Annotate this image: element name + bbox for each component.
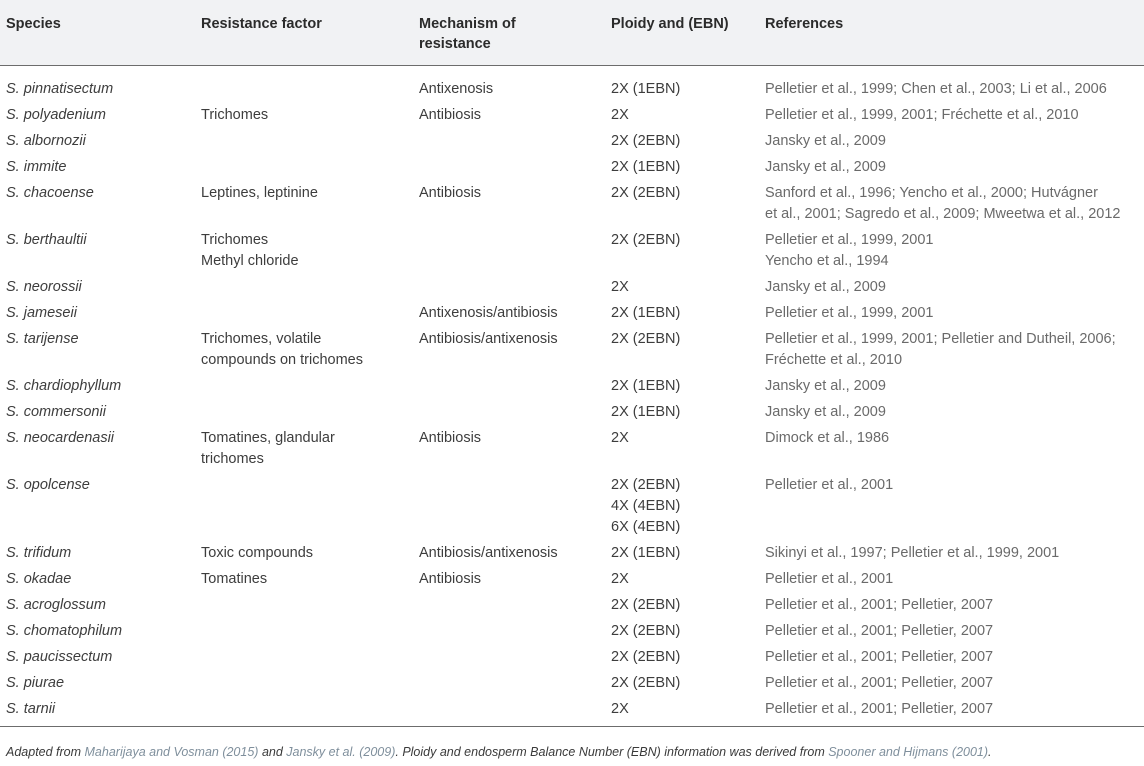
reference-line: Pelletier et al., 1999, 2001 (765, 305, 934, 321)
reference-line: Pelletier et al., 2001; Pelletier, 2007 (765, 597, 994, 613)
resistance-factor-line: Trichomes (201, 232, 269, 248)
mechanism-cell: Antixenosis/antibiosis (419, 305, 558, 321)
species-cell: S. paucissectum (6, 649, 113, 665)
ploidy-cell (605, 128, 759, 154)
references-cell (759, 540, 1144, 566)
reference-line: Pelletier et al., 2001; Pelletier, 2007 (765, 623, 994, 639)
resistance-factor-cell (195, 102, 413, 128)
table-row (0, 618, 1144, 644)
table-row (0, 180, 1144, 227)
species-cell: S. pinnatisectum (6, 81, 114, 97)
references-cell (759, 102, 1144, 128)
mechanism-cell (413, 592, 605, 618)
resistance-factor-cell (195, 644, 413, 670)
mechanism-cell (413, 399, 605, 425)
resistance-factor-cell (195, 472, 413, 540)
ploidy-line: 2X (1EBN) (611, 378, 681, 394)
references-cell (759, 300, 1144, 326)
mechanism-cell (413, 618, 605, 644)
ploidy-cell (605, 399, 759, 425)
ploidy-cell (605, 102, 759, 128)
species-cell: S. chacoense (6, 185, 94, 201)
references-cell (759, 696, 1144, 727)
species-cell: S. commersonii (6, 404, 106, 420)
ploidy-line: 2X (1EBN) (611, 159, 681, 175)
footnote-text: Adapted from (6, 745, 85, 759)
mechanism-cell (413, 128, 605, 154)
reference-line: Jansky et al., 2009 (765, 404, 886, 420)
mechanism-cell: Antibiosis/antixenosis (419, 331, 558, 347)
table-body (0, 66, 1144, 727)
mechanism-cell (413, 472, 605, 540)
ploidy-line: 2X (2EBN) (611, 185, 681, 201)
reference-line: Pelletier et al., 2001; Pelletier, 2007 (765, 649, 994, 665)
table-row (0, 373, 1144, 399)
references-cell (759, 472, 1144, 540)
resistance-factor-cell (195, 300, 413, 326)
ploidy-line: 2X (611, 701, 629, 717)
reference-line: Jansky et al., 2009 (765, 378, 886, 394)
table-row (0, 425, 1144, 472)
ploidy-cell (605, 227, 759, 274)
ploidy-line: 2X (2EBN) (611, 675, 681, 691)
resistance-factor-line: Trichomes (201, 107, 269, 123)
footnote-link-spooner[interactable]: Spooner and Hijmans (2001) (828, 745, 989, 759)
resistance-factor-cell (195, 373, 413, 399)
reference-line: et al., 2001; Sagredo et al., 2009; Mweetwa et al., 2012 (765, 206, 1121, 222)
ploidy-line: 2X (611, 279, 629, 295)
resistance-factor-cell (195, 66, 413, 103)
ploidy-line: 2X (2EBN) (611, 232, 681, 248)
ploidy-line: 2X (1EBN) (611, 81, 681, 97)
reference-line: Pelletier et al., 1999, 2001; Fréchette et al., 2010 (765, 107, 1079, 123)
resistance-factor-cell (195, 425, 413, 472)
references-cell (759, 128, 1144, 154)
table-row (0, 592, 1144, 618)
ploidy-line: 2X (2EBN) (611, 477, 681, 493)
resistance-factor-line: Toxic compounds (201, 545, 314, 561)
ploidy-line: 2X (611, 430, 629, 446)
mechanism-cell (413, 227, 605, 274)
resistance-factor-cell (195, 154, 413, 180)
species-cell: S. albornozii (6, 133, 86, 149)
mechanism-cell: Antibiosis (419, 571, 482, 587)
ploidy-line: 2X (1EBN) (611, 545, 681, 561)
reference-line: Yencho et al., 1994 (765, 253, 889, 269)
species-cell: S. chardiophyllum (6, 378, 122, 394)
resistance-factor-line: Trichomes, volatile (201, 331, 322, 347)
ploidy-cell (605, 180, 759, 227)
header-species: Species (0, 0, 195, 66)
reference-line: Jansky et al., 2009 (765, 133, 886, 149)
footnote-text: . Ploidy and endosperm Balance Number (EBN) information was derived from (395, 745, 829, 759)
ploidy-cell (605, 540, 759, 566)
ploidy-cell (605, 670, 759, 696)
species-cell: S. trifidum (6, 545, 72, 561)
species-cell: S. neorossii (6, 279, 82, 295)
ploidy-line: 2X (2EBN) (611, 133, 681, 149)
mechanism-cell: Antibiosis (419, 430, 482, 446)
references-cell (759, 66, 1144, 103)
reference-line: Pelletier et al., 2001; Pelletier, 2007 (765, 701, 994, 717)
ploidy-line: 2X (611, 571, 629, 587)
ploidy-cell (605, 154, 759, 180)
species-cell: S. piurae (6, 675, 65, 691)
reference-line: Fréchette et al., 2010 (765, 352, 903, 368)
ploidy-cell (605, 592, 759, 618)
reference-line: Jansky et al., 2009 (765, 159, 886, 175)
mechanism-cell (413, 274, 605, 300)
mechanism-cell (413, 154, 605, 180)
table-row (0, 696, 1144, 727)
footnote-link-maharijaya[interactable]: Maharijaya and Vosman (2015) (84, 745, 259, 759)
species-cell: S. immite (6, 159, 67, 175)
ploidy-cell (605, 644, 759, 670)
ploidy-cell (605, 274, 759, 300)
references-cell (759, 227, 1144, 274)
ploidy-cell (605, 66, 759, 103)
species-cell: S. neocardenasii (6, 430, 115, 446)
ploidy-cell (605, 566, 759, 592)
ploidy-line: 2X (1EBN) (611, 404, 681, 420)
table-row (0, 102, 1144, 128)
ploidy-cell (605, 300, 759, 326)
table-row (0, 644, 1144, 670)
resistance-factor-line: Tomatines (201, 571, 268, 587)
table-row (0, 154, 1144, 180)
table-row (0, 472, 1144, 540)
reference-line: Pelletier et al., 1999, 2001; Pelletier and Dutheil, 2006; (765, 331, 1116, 347)
table-row (0, 300, 1144, 326)
ploidy-line: 6X (4EBN) (611, 519, 681, 535)
references-cell (759, 326, 1144, 373)
resistance-factor-cell (195, 696, 413, 727)
header-mechanism: Mechanism of resistance (413, 0, 605, 66)
resistance-factor-cell (195, 566, 413, 592)
references-cell (759, 180, 1144, 227)
reference-line: Dimock et al., 1986 (765, 430, 890, 446)
mechanism-cell: Antibiosis (419, 107, 482, 123)
table-row (0, 274, 1144, 300)
reference-line: Pelletier et al., 2001 (765, 477, 894, 493)
ploidy-line: 2X (611, 107, 629, 123)
header-resistance-factor: Resistance factor (195, 0, 413, 66)
table-row (0, 399, 1144, 425)
table-row (0, 227, 1144, 274)
references-cell (759, 566, 1144, 592)
resistance-factor-line: Tomatines, glandular (201, 430, 335, 446)
ploidy-cell (605, 618, 759, 644)
references-cell (759, 274, 1144, 300)
species-cell: S. opolcense (6, 477, 90, 493)
mechanism-cell: Antibiosis/antixenosis (419, 545, 558, 561)
ploidy-cell (605, 425, 759, 472)
resistance-factor-cell (195, 618, 413, 644)
resistance-factor-cell (195, 670, 413, 696)
references-cell (759, 670, 1144, 696)
species-cell: S. berthaultii (6, 232, 87, 248)
species-cell: S. polyadenium (6, 107, 106, 123)
resistance-factor-line: compounds on trichomes (201, 352, 363, 368)
mechanism-cell (413, 670, 605, 696)
ploidy-line: 2X (2EBN) (611, 597, 681, 613)
ploidy-line: 4X (4EBN) (611, 498, 681, 514)
references-cell (759, 618, 1144, 644)
mechanism-cell (413, 373, 605, 399)
reference-line: Sikinyi et al., 1997; Pelletier et al., 1999, 2001 (765, 545, 1060, 561)
resistance-factor-line: Leptines, leptinine (201, 185, 318, 201)
resistance-factor-line: trichomes (201, 451, 264, 467)
table-row (0, 540, 1144, 566)
table-header (0, 0, 1144, 66)
ploidy-line: 2X (2EBN) (611, 331, 681, 347)
header-references: References (759, 0, 1144, 66)
species-cell: S. acroglossum (6, 597, 106, 613)
resistance-factor-line: Methyl chloride (201, 253, 299, 269)
reference-line: Pelletier et al., 2001; Pelletier, 2007 (765, 675, 994, 691)
species-cell: S. chomatophilum (6, 623, 123, 639)
ploidy-cell (605, 696, 759, 727)
footnote-link-jansky[interactable]: Jansky et al. (2009) (286, 745, 396, 759)
resistance-factor-cell (195, 540, 413, 566)
reference-line: Pelletier et al., 1999, 2001 (765, 232, 934, 248)
reference-line: Jansky et al., 2009 (765, 279, 886, 295)
ploidy-cell (605, 472, 759, 540)
table-row (0, 326, 1144, 373)
ploidy-line: 2X (2EBN) (611, 623, 681, 639)
resistance-factor-cell (195, 326, 413, 373)
resistance-factor-cell (195, 274, 413, 300)
mechanism-cell: Antixenosis (419, 81, 494, 97)
resistance-factor-cell (195, 180, 413, 227)
references-cell (759, 373, 1144, 399)
references-cell (759, 425, 1144, 472)
footnote-text: . (988, 745, 992, 759)
table-row (0, 66, 1144, 103)
species-cell: S. tarnii (6, 701, 56, 717)
table-row (0, 128, 1144, 154)
references-cell (759, 592, 1144, 618)
mechanism-cell (413, 644, 605, 670)
resistance-factor-cell (195, 227, 413, 274)
reference-line: Pelletier et al., 1999; Chen et al., 2003; Li et al., 2006 (765, 81, 1107, 97)
footnote-text: and (258, 745, 287, 759)
resistance-factor-cell (195, 399, 413, 425)
mechanism-cell (413, 696, 605, 727)
species-cell: S. okadae (6, 571, 72, 587)
header-ploidy: Ploidy and (EBN) (605, 0, 759, 66)
species-cell: S. jameseii (6, 305, 77, 321)
references-cell (759, 644, 1144, 670)
ploidy-line: 2X (1EBN) (611, 305, 681, 321)
table-row (0, 670, 1144, 696)
ploidy-line: 2X (2EBN) (611, 649, 681, 665)
references-cell (759, 399, 1144, 425)
table-row (0, 566, 1144, 592)
table-footnote (6, 745, 992, 759)
resistance-factor-cell (195, 592, 413, 618)
resistance-factor-cell (195, 128, 413, 154)
reference-line: Sanford et al., 1996; Yencho et al., 2000; Hutvágner (765, 185, 1098, 201)
references-cell (759, 154, 1144, 180)
mechanism-cell: Antibiosis (419, 185, 482, 201)
reference-line: Pelletier et al., 2001 (765, 571, 894, 587)
ploidy-cell (605, 326, 759, 373)
ploidy-cell (605, 373, 759, 399)
species-cell: S. tarijense (6, 331, 79, 347)
